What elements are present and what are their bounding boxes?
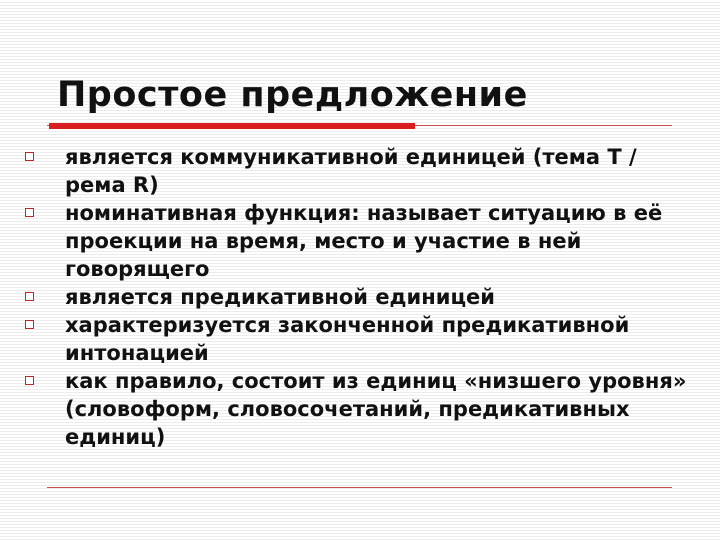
bullet-text: как правило, состоит из единиц «низшего уровня» (словоформ, словосочетаний, предикативных единиц) — [65, 369, 687, 449]
bullet-item — [20, 283, 700, 311]
hollow-square-bullet-icon — [25, 208, 34, 217]
slide-title: Простое предложение — [57, 75, 528, 115]
bullet-item — [20, 199, 700, 283]
hollow-square-bullet-icon — [25, 376, 34, 385]
bullet-item — [20, 143, 700, 199]
bullet-text: является предикативной единицей — [65, 285, 495, 309]
hollow-square-bullet-icon — [25, 152, 34, 161]
bottom-divider — [47, 487, 672, 488]
bullet-text: номинативная функция: называет ситуацию в её проекции на время, место и участие в ней говорящего — [65, 201, 663, 281]
hollow-square-bullet-icon — [25, 292, 34, 301]
bullet-list — [20, 143, 700, 451]
bullet-item — [20, 311, 700, 367]
title-accent-bar — [49, 123, 415, 129]
bullet-item — [20, 367, 700, 451]
bullet-text: характеризуется законченной предикативной интонацией — [65, 313, 630, 365]
bullet-text: является коммуникативной единицей (тема Т / рема R) — [65, 145, 637, 197]
hollow-square-bullet-icon — [25, 320, 34, 329]
